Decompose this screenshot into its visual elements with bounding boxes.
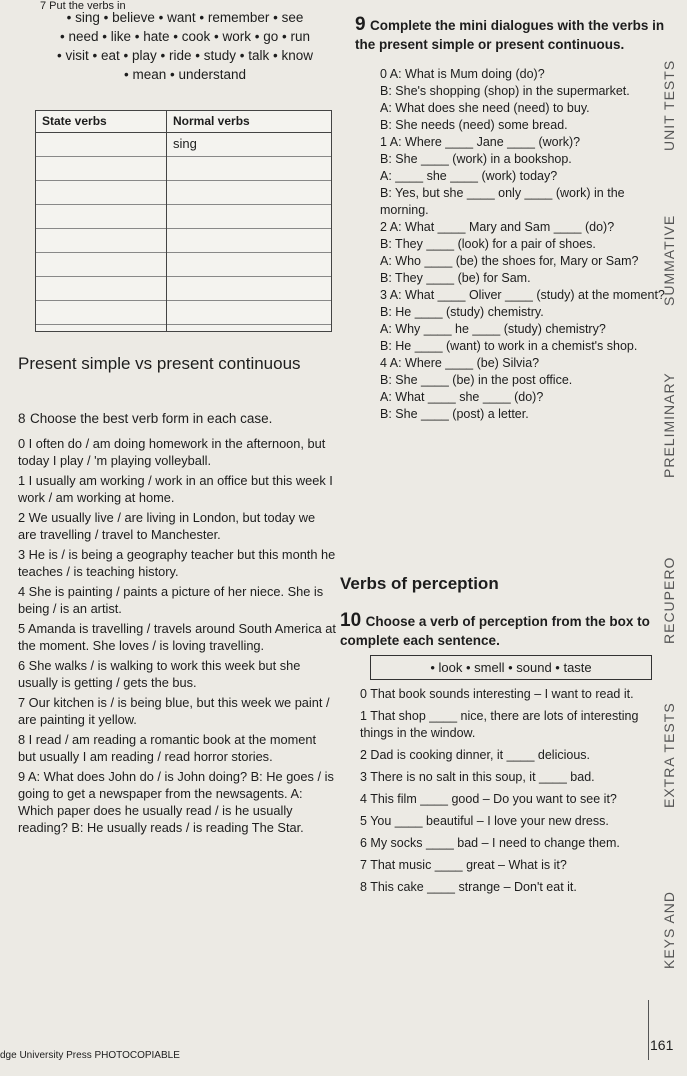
dialogue-line: 0 A: What is Mum doing (do)? xyxy=(380,67,545,81)
side-tab: KEYS AND xyxy=(661,890,677,970)
exercise-8-number: 8 xyxy=(18,411,26,426)
exercise-10-heading xyxy=(340,610,655,650)
side-tab: EXTRA TESTS xyxy=(661,702,677,808)
exercise-9-heading xyxy=(355,14,665,54)
page-number: 161 xyxy=(650,1037,674,1053)
list-item: 6 She walks / is walking to work this week but she usually is getting / gets the bus. xyxy=(18,658,301,690)
dialogue-line: 3 A: What ____ Oliver ____ (study) at the moment? xyxy=(380,288,665,302)
footer: dge University Press PHOTOCOPIABLE xyxy=(0,1050,180,1061)
dialogue-line: 1 A: Where ____ Jane ____ (work)? xyxy=(380,135,581,149)
list-item: 3 He is / is being a geography teacher but this month he teaches / is teaching history. xyxy=(18,547,336,579)
list-item: 3 There is no salt in this soup, it ____ bad. xyxy=(360,770,595,784)
list-item: 8 I read / am reading a romantic book at the moment but usually I am reading / read horror stories. xyxy=(18,732,317,764)
list-item: 1 That shop ____ nice, there are lots of interesting things in the window. xyxy=(360,709,639,740)
dialogue-line: 4 A: Where ____ (be) Silvia? xyxy=(380,356,540,370)
list-item: 4 She is painting / paints a picture of her niece. She is being / is an artist. xyxy=(18,584,324,616)
state-verbs-header: State verbs xyxy=(36,111,166,133)
exercise-9-dialogues xyxy=(380,66,670,423)
dialogue-line: B: Yes, but she ____ only ____ (work) in the morning. xyxy=(380,186,625,217)
list-item: 2 We usually live / are living in London, but today we are travelling / travel to Manchester. xyxy=(18,510,316,542)
exercise-8-items xyxy=(18,435,336,839)
exercise-10-instruction: Choose a verb of perception from the box to complete each sentence. xyxy=(340,614,650,648)
dialogue-line: A: Why ____ he ____ (study) chemistry? xyxy=(380,322,606,336)
perception-word-box: • look • smell • sound • taste xyxy=(370,655,652,680)
side-tab: RECUPERO xyxy=(661,556,677,644)
word-line: • need • like • hate • cook • work • go • run xyxy=(60,29,310,44)
word-line: • sing • believe • want • remember • see xyxy=(66,10,304,25)
dialogue-line: A: Who ____ (be) the shoes for, Mary or Sam? xyxy=(380,254,639,268)
list-item: 7 Our kitchen is / is being blue, but this week we paint / are painting it yellow. xyxy=(18,695,330,727)
side-tab: PRELIMINARY xyxy=(661,372,677,478)
list-item: 2 Dad is cooking dinner, it ____ delicious. xyxy=(360,748,591,762)
section-title: Present simple vs present continuous xyxy=(18,354,301,373)
exercise-8-heading xyxy=(18,410,272,428)
dialogue-line: B: She ____ (be) in the post office. xyxy=(380,373,573,387)
dialogue-line: B: She ____ (post) a letter. xyxy=(380,407,529,421)
exercise-10-items xyxy=(360,686,660,901)
table-cell: sing xyxy=(167,133,331,157)
verbs-table xyxy=(35,110,332,332)
dialogue-line: B: She needs (need) some bread. xyxy=(380,118,568,132)
dialogue-line: B: She's shopping (shop) in the supermarket. xyxy=(380,84,630,98)
perception-title: Verbs of perception xyxy=(340,574,499,593)
dialogue-line: B: She ____ (work) in a bookshop. xyxy=(380,152,572,166)
word-line: • visit • eat • play • ride • study • talk • know xyxy=(57,48,313,63)
side-tab: UNIT TESTS xyxy=(661,59,677,151)
dialogue-line: 2 A: What ____ Mary and Sam ____ (do)? xyxy=(380,220,615,234)
list-item: 8 This cake ____ strange – Don't eat it. xyxy=(360,880,577,894)
list-item: 9 A: What does John do / is John doing? B: He goes / is going to get a newspaper from the newsagents. A: Which paper does he usually read / is he usually reading? B: He usually reads / is reading The Star. xyxy=(18,769,334,835)
side-tab: SUMMATIVE xyxy=(661,214,677,306)
list-item: 5 Amanda is travelling / travels around South America at the moment. She loves / is loving travelling. xyxy=(18,621,336,653)
dialogue-line: B: They ____ (look) for a pair of shoes. xyxy=(380,237,596,251)
dialogue-line: B: He ____ (study) chemistry. xyxy=(380,305,544,319)
list-item: 0 That book sounds interesting – I want to read it. xyxy=(360,687,634,701)
dialogue-line: A: What does she need (need) to buy. xyxy=(380,101,590,115)
dialogue-line: A: ____ she ____ (work) today? xyxy=(380,169,558,183)
list-item: 4 This film ____ good – Do you want to see it? xyxy=(360,792,617,806)
list-item: 6 My socks ____ bad – I need to change them. xyxy=(360,836,620,850)
list-item: 7 That music ____ great – What is it? xyxy=(360,858,567,872)
dialogue-line: A: What ____ she ____ (do)? xyxy=(380,390,544,404)
list-item: 0 I often do / am doing homework in the afternoon, but today I play / 'm playing volleyball. xyxy=(18,436,326,468)
list-item: 5 You ____ beautiful – I love your new dress. xyxy=(360,814,609,828)
dialogue-line: B: They ____ (be) for Sam. xyxy=(380,271,531,285)
word-line: • mean • understand xyxy=(123,67,247,82)
word-box xyxy=(30,8,340,84)
exercise-9-instruction: Complete the mini dialogues with the verbs in the present simple or present continuous. xyxy=(355,18,665,52)
exercise-10-number: 10 xyxy=(340,610,362,631)
exercise-8-instruction: Choose the best verb form in each case. xyxy=(29,411,273,426)
list-item: 1 I usually am working / work in an office but this week I work / am working at home. xyxy=(18,473,333,505)
exercise-7-fragment: 7 Put the verbs in xyxy=(40,0,126,12)
normal-verbs-header: Normal verbs xyxy=(167,111,331,133)
dialogue-line: B: He ____ (want) to work in a chemist's shop. xyxy=(380,339,638,353)
exercise-9-number: 9 xyxy=(355,14,366,35)
